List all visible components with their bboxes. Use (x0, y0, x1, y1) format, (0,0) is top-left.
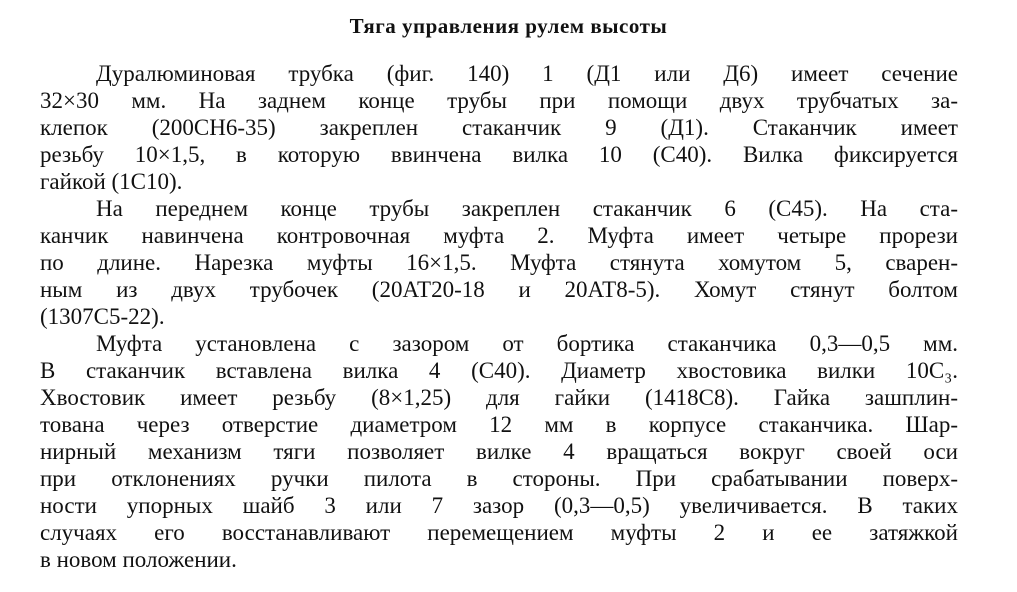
paragraph (40, 60, 958, 195)
text-line: Хвостовик имеет резьбу (8×1,25) для гайки (1418С8). Гайка зашплин- (40, 385, 958, 410)
text-line: по длине. Нарезка муфты 16×1,5. Муфта стянута хомутом 5, сварен- (40, 250, 958, 275)
text-line: нирный механизм тяги позволяет вилке 4 вращаться вокруг своей оси (40, 439, 958, 464)
text-line: ным из двух трубочек (20АТ20-18 и 20АТ8-5). Хомут стянут болтом (40, 277, 958, 302)
text-line: случаях его восстанавливают перемещением муфты 2 и ее затяжкой (40, 520, 958, 545)
text-line: тована через отверстие диаметром 12 мм в корпусе стаканчика. Шар- (40, 412, 958, 437)
body-text (40, 60, 958, 573)
text-line: (1307С5-22). (40, 304, 165, 329)
text-line: На переднем конце трубы закреплен стаканчик 6 (С45). На ста- (96, 196, 958, 221)
text-line: ности упорных шайб 3 или 7 зазор (0,3—0,5) увеличивается. В таких (40, 493, 958, 518)
text-line: при отклонениях ручки пилота в стороны. При срабатывании поверх- (40, 466, 958, 491)
text-line: В стаканчик вставлена вилка 4 (С40). Диаметр хвостовика вилки 10С₃. (40, 358, 958, 383)
text-line: в новом положении. (40, 547, 237, 572)
text-line: гайкой (1С10). (40, 169, 183, 194)
text-line: Дуралюминовая трубка (фиг. 140) 1 (Д1 или Д6) имеет сечение (96, 61, 958, 86)
text-line: Муфта установлена с зазором от бортика стаканчика 0,3—0,5 мм. (96, 331, 958, 356)
text-line: 32×30 мм. На заднем конце трубы при помощи двух трубчатых за- (40, 88, 958, 113)
paragraph (40, 330, 958, 573)
section-title: Тяга управления рулем высоты (349, 14, 668, 38)
text-line: резьбу 10×1,5, в которую ввинчена вилка 10 (С40). Вилка фиксируется (40, 142, 958, 167)
paragraph (40, 195, 958, 330)
text-line: канчик навинчена контровочная муфта 2. Муфта имеет четыре прорези (40, 223, 958, 248)
text-line: клепок (200СН6-35) закреплен стаканчик 9 (Д1). Стаканчик имеет (40, 115, 958, 140)
